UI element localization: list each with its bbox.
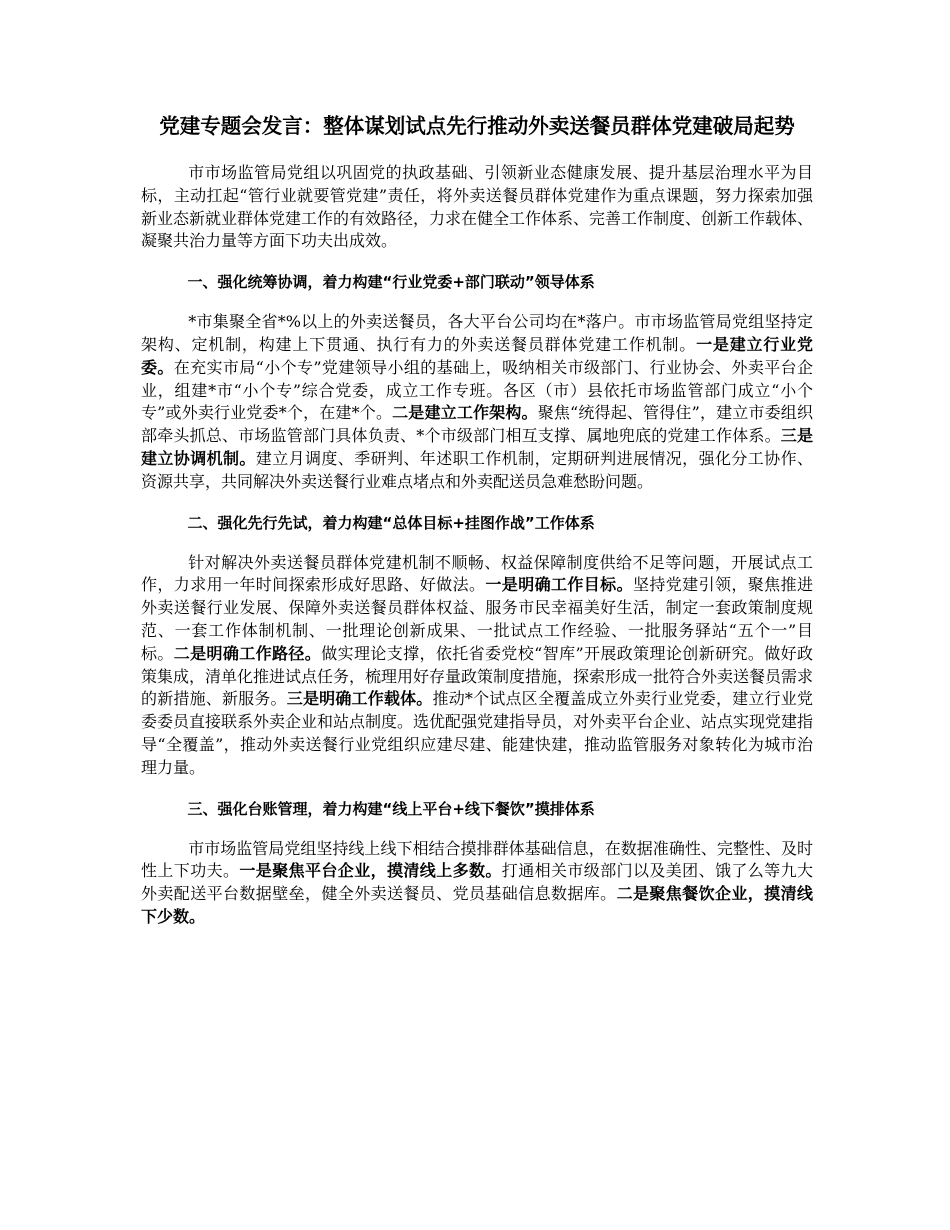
section-1-text-2: 聚焦“统得起、管得住”，建立市委组织部牵头抓总、市场监管部门具体负责、*个市级部门相互支撑、属地兜底的党建工作体系。 bbox=[141, 403, 813, 446]
section-2-text-3: 推动*个试点区全覆盖成立外卖行业党委，建立行业党委委员直接联系外卖企业和站点制度。选优配强党建指导员，对外卖平台企业、站点实现党建指导“全覆盖”，推动外卖送餐行业党组织应建尽建、能建快建，推动监管服务对象转化为城市治理力量。 bbox=[141, 689, 814, 777]
section-2-text-1: 坚持党建引领，聚焦推进外卖送餐行业发展、保障外卖送餐员群体权益、服务市民幸福美好生活，制定一套政策制度规范、一套工作体制机制、一批理论创新成果、一批试点工作经验、一批服务驿站“五个一”目标。 bbox=[141, 575, 813, 663]
section-1-point-1: 一是建立行业党委。 bbox=[141, 334, 813, 377]
section-1-paragraph bbox=[141, 311, 813, 493]
section-2-point-2: 二是明确工作路径。 bbox=[173, 643, 322, 663]
intro-paragraph: 市市场监管局党组以巩固党的执政基础、引领新业态健康发展、提升基层治理水平为目标，主动扛起“管行业就要管党建”责任，将外卖送餐员群体党建作为重点课题，努力探索加强新业态新就业群体党建工作的有效路径，力求在健全工作体系、完善工作制度、创新工作载体、凝聚共治力量等方面下功夫出成效。 bbox=[141, 163, 814, 251]
section-3-point-2: 二是聚焦餐饮企业，摸清线下少数。 bbox=[141, 884, 813, 926]
section-1-point-2: 二是建立工作架构。 bbox=[392, 403, 538, 423]
section-3-paragraph bbox=[141, 838, 813, 929]
section-1-text-0: *市集聚全省*%以上的外卖送餐员，各大平台公司均在*落户。市市场监管局党组坚持定架构、定机制，构建上下贯通、执行有力的外卖送餐员群体党建工作机制。 bbox=[141, 312, 813, 354]
section-heading-2: 二、强化先行先试，着力构建“总体目标+挂图作战”工作体系 bbox=[187, 513, 595, 532]
document-page bbox=[141, 112, 813, 929]
section-3-text-1: 打通相关市级部门以及美团、饿了么等九大外卖配送平台数据壁垒，健全外卖送餐员、党员基础信息数据库。 bbox=[141, 861, 813, 904]
section-1-point-3: 三是建立协调机制。 bbox=[141, 426, 813, 468]
section-heading-3: 三、强化台账管理，着力构建“线上平台+线下餐饮”摸排体系 bbox=[187, 799, 595, 818]
section-1-text-1: 在充实市局“小个专”党建领导小组的基础上，吸纳相关市级部门、行业协会、外卖平台企业，组建*市“小个专”综合党委，成立工作专班。各区（市）县依托市场监管部门成立“小个专”或外卖行业党委*个，在建*个。 bbox=[141, 357, 813, 423]
section-2-paragraph bbox=[141, 552, 813, 780]
section-3-point-1: 一是聚焦平台企业，摸清线上多数。 bbox=[239, 861, 502, 881]
section-2-text-0: 针对解决外卖送餐员群体党建机制不顺畅、权益保障制度供给不足等问题，开展试点工作，力求用一年时间探索形成好思路、好做法。 bbox=[141, 552, 813, 595]
section-heading-1: 一、强化统筹协调，着力构建“行业党委+部门联动”领导体系 bbox=[187, 273, 595, 292]
section-2-text-2: 做实理论支撑，依托省委党校“智库”开展政策理论创新研究。做好政策集成，清单化推进试点任务，梳理用好存量政策制度措施，探索形成一批符合外卖送餐员需求的新措施、新服务。 bbox=[141, 643, 814, 709]
section-2-point-1: 一是明确工作目标。 bbox=[485, 575, 633, 595]
section-3-text-0: 市市场监管局党组坚持线上线下相结合摸排群体基础信息，在数据准确性、完整性、及时性上下功夫。 bbox=[141, 838, 813, 881]
section-1-text-3: 建立月调度、季研判、年述职工作机制，定期研判进展情况，强化分工协作、资源共享，共同解决外卖送餐行业难点堵点和外卖配送员急难愁盼问题。 bbox=[141, 448, 813, 491]
section-2-point-3: 三是明确工作载体。 bbox=[286, 689, 433, 709]
document-title: 党建专题会发言：整体谋划试点先行推动外卖送餐员群体党建破局起势 bbox=[159, 114, 795, 138]
